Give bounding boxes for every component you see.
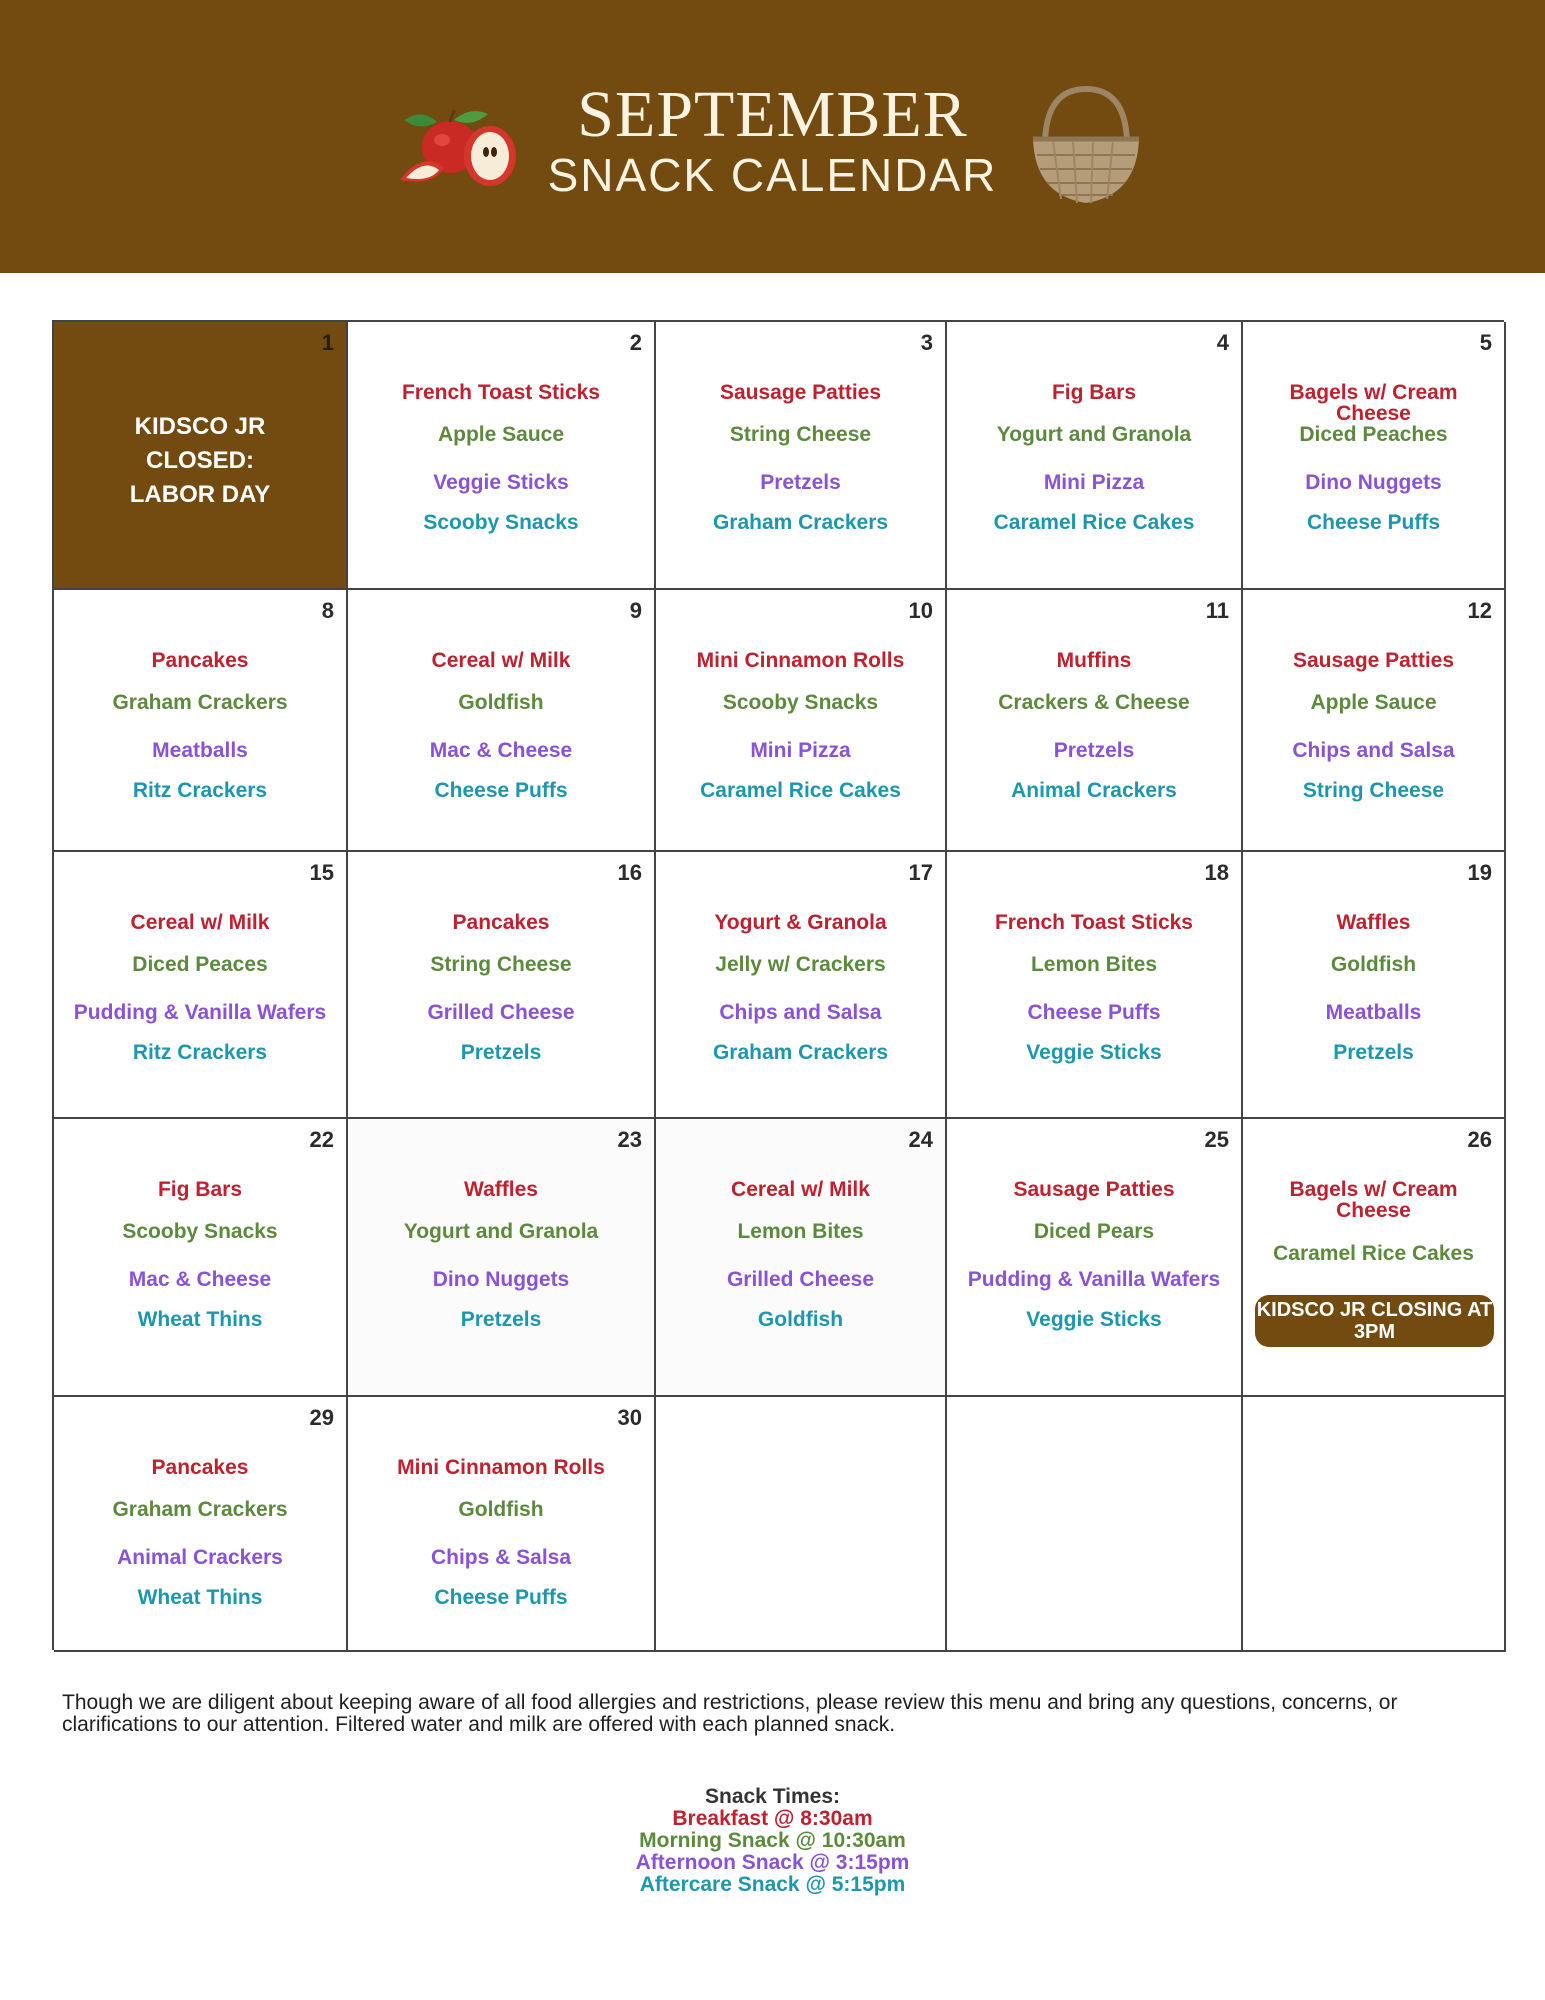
- snack-times-heading: Snack Times:: [704, 1785, 840, 1808]
- header-banner: [0, 0, 1545, 273]
- calendar-day-25: [947, 1119, 1243, 1397]
- calendar-day-4: [947, 322, 1243, 590]
- snack-item: Wheat Thins: [137, 1586, 263, 1609]
- day-number: 23: [617, 1127, 642, 1152]
- snack-item: Chips and Salsa: [719, 1001, 882, 1024]
- snack-calendar: [52, 320, 1504, 1650]
- aftercare-snack-time: Aftercare Snack @ 5:15pm: [639, 1873, 906, 1896]
- snack-item: Crackers & Cheese: [998, 691, 1190, 714]
- snack-item: Mac & Cheese: [429, 739, 573, 762]
- closure-line: KIDSCO JR: [134, 413, 266, 440]
- snack-item: Fig Bars: [157, 1178, 243, 1201]
- snack-item: Pretzels: [1053, 739, 1135, 762]
- snack-item: Chips & Salsa: [430, 1546, 572, 1569]
- snack-item: Caramel Rice Cakes: [993, 511, 1195, 534]
- basket-icon: [1027, 85, 1145, 207]
- snack-item: Veggie Sticks: [433, 471, 569, 494]
- snack-item: Sausage Patties: [1013, 1178, 1175, 1201]
- snack-item: Pretzels: [460, 1308, 542, 1331]
- snack-item: Yogurt and Granola: [403, 1220, 599, 1243]
- calendar-day-8: [54, 590, 348, 852]
- calendar-day-11: [947, 590, 1243, 852]
- day-number: 2: [629, 330, 642, 355]
- calendar-day-16: [348, 852, 656, 1119]
- snack-item: Diced Peaches: [1299, 423, 1448, 446]
- afternoon-snack-time: Afternoon Snack @ 3:15pm: [635, 1851, 910, 1874]
- snack-item: Cereal w/ Milk: [431, 649, 571, 672]
- snack-item: Caramel Rice Cakes: [700, 779, 901, 802]
- snack-item: Meatballs: [152, 739, 248, 762]
- snack-item: Sausage Patties: [1292, 649, 1455, 672]
- snack-item: Pretzels: [460, 1041, 542, 1064]
- snack-item: Ritz Crackers: [132, 779, 268, 802]
- day-number: 15: [309, 860, 334, 885]
- day-number: 10: [908, 598, 933, 623]
- snack-item: Graham Crackers: [712, 511, 889, 534]
- calendar-day-26: [1243, 1119, 1506, 1397]
- snack-item: French Toast Sticks: [994, 911, 1193, 934]
- calendar-day-2: [348, 322, 656, 590]
- day-number: 1: [321, 330, 334, 355]
- snack-item: Diced Peaces: [132, 953, 268, 976]
- snack-item: Meatballs: [1325, 1001, 1422, 1024]
- snack-item: Cheese Puffs: [434, 1586, 568, 1609]
- snack-item: Scooby Snacks: [122, 1220, 278, 1243]
- closure-line: LABOR DAY: [129, 481, 271, 508]
- snack-item: Waffles: [464, 1178, 538, 1201]
- snack-item: Caramel Rice Cakes: [1273, 1242, 1474, 1265]
- snack-item: Pancakes: [151, 649, 249, 672]
- calendar-day-17: [656, 852, 947, 1119]
- closure-line: CLOSED:: [146, 447, 254, 474]
- calendar-day-10: [656, 590, 947, 852]
- allergy-disclaimer: Though we are diligent about keeping aware of all food allergies and restrictions, please review this menu and bring any questions, concerns, or clarifications to our attention. Filtered water and milk are offered with each planned snack.: [62, 1691, 1398, 1736]
- snack-item: Goldfish: [757, 1308, 844, 1331]
- calendar-day-1: [54, 322, 348, 590]
- snack-item: Grilled Cheese: [427, 1001, 575, 1024]
- snack-item: Pretzels: [1333, 1041, 1414, 1064]
- snack-item: String Cheese: [430, 953, 572, 976]
- snack-item: Wheat Thins: [137, 1308, 263, 1331]
- calendar-day-12: [1243, 590, 1506, 852]
- day-number: 29: [309, 1405, 334, 1430]
- calendar-day-19: [1243, 852, 1506, 1119]
- day-number: 18: [1204, 860, 1229, 885]
- snack-item: Lemon Bites: [1030, 953, 1158, 976]
- snack-item: Jelly w/ Crackers: [715, 953, 886, 976]
- day-number: 12: [1467, 598, 1492, 623]
- snack-item: Veggie Sticks: [1026, 1041, 1162, 1064]
- snack-item: Diced Pears: [1033, 1220, 1155, 1243]
- snack-item: String Cheese: [729, 423, 872, 446]
- snack-item: Lemon Bites: [737, 1220, 864, 1243]
- snack-item: Yogurt and Granola: [996, 423, 1192, 446]
- calendar-day-24: [656, 1119, 947, 1397]
- day-number: 17: [908, 860, 933, 885]
- snack-item: Mini Cinnamon Rolls: [696, 649, 905, 672]
- snack-item: Cheese Puffs: [1306, 511, 1441, 534]
- snack-item: Pudding & Vanilla Wafers: [73, 1001, 327, 1024]
- snack-item: Graham Crackers: [112, 691, 288, 714]
- snack-item: Apple Sauce: [1310, 691, 1437, 714]
- day-number: 30: [617, 1405, 642, 1430]
- snack-item: Pudding & Vanilla Wafers: [967, 1268, 1221, 1291]
- snack-item: Grilled Cheese: [726, 1268, 875, 1291]
- snack-item: Ritz Crackers: [132, 1041, 268, 1064]
- snack-item: Mini Cinnamon Rolls: [397, 1456, 605, 1479]
- day-number: 22: [309, 1127, 334, 1152]
- snack-item: Goldfish: [458, 1498, 544, 1521]
- snack-times: [0, 1786, 1545, 1896]
- snack-item: Chips and Salsa: [1292, 739, 1455, 762]
- snack-item: Goldfish: [1330, 953, 1417, 976]
- calendar-day-23: [348, 1119, 656, 1397]
- day-number: 3: [920, 330, 933, 355]
- snack-item: Fig Bars: [1051, 381, 1137, 404]
- snack-item: Scooby Snacks: [722, 691, 879, 714]
- page-subtitle: SNACK CALENDAR: [547, 149, 998, 201]
- calendar-empty-cell: [947, 1397, 1243, 1652]
- snack-item: Goldfish: [458, 691, 544, 714]
- snack-item: Graham Crackers: [712, 1041, 889, 1064]
- day-number: 25: [1204, 1127, 1229, 1152]
- snack-item: Scooby Snacks: [423, 511, 579, 534]
- snack-item: Sausage Patties: [719, 381, 882, 404]
- snack-item: Dino Nuggets: [1305, 471, 1442, 494]
- snack-item: Animal Crackers: [1011, 779, 1177, 802]
- snack-item: Pancakes: [452, 911, 550, 934]
- day-number: 19: [1467, 860, 1492, 885]
- snack-item: Pretzels: [760, 471, 841, 494]
- breakfast-time: Breakfast @ 8:30am: [672, 1807, 873, 1830]
- calendar-day-30: [348, 1397, 656, 1652]
- closure-notice: [54, 410, 346, 512]
- day-number: 24: [908, 1127, 933, 1152]
- day-number: 16: [617, 860, 642, 885]
- snack-item: Cereal w/ Milk: [130, 911, 270, 934]
- snack-item: Cheese Puffs: [434, 779, 568, 802]
- calendar-empty-cell: [656, 1397, 947, 1652]
- snack-item: Veggie Sticks: [1026, 1308, 1162, 1331]
- calendar-day-15: [54, 852, 348, 1119]
- calendar-day-3: [656, 322, 947, 590]
- page-title: SEPTEMBER: [577, 78, 968, 151]
- day-number: 5: [1479, 330, 1492, 355]
- day-number: 9: [629, 598, 642, 623]
- snack-item: Apple Sauce: [437, 423, 565, 446]
- snack-item: Mac & Cheese: [128, 1268, 272, 1291]
- snack-item: String Cheese: [1302, 779, 1445, 802]
- calendar-day-29: [54, 1397, 348, 1652]
- snack-item: Yogurt & Granola: [714, 911, 887, 934]
- day-number: 8: [321, 598, 334, 623]
- day-number: 26: [1467, 1127, 1492, 1152]
- calendar-day-9: [348, 590, 656, 852]
- snack-item: Cheese Puffs: [1027, 1001, 1161, 1024]
- snack-item: Bagels w/ Cream Cheese: [1289, 1178, 1458, 1222]
- snack-item: Mini Pizza: [1043, 471, 1145, 494]
- snack-item: French Toast Sticks: [401, 381, 600, 404]
- snack-item: Animal Crackers: [117, 1546, 283, 1569]
- calendar-day-18: [947, 852, 1243, 1119]
- snack-item: Pancakes: [151, 1456, 249, 1479]
- early-closing-badge: KIDSCO JR CLOSING AT 3PM: [1255, 1295, 1494, 1347]
- snack-item: Bagels w/ Cream Cheese: [1289, 381, 1458, 425]
- snack-item: Graham Crackers: [112, 1498, 288, 1521]
- morning-snack-time: Morning Snack @ 10:30am: [639, 1829, 906, 1852]
- day-number: 11: [1205, 598, 1229, 623]
- snack-item: Cereal w/ Milk: [731, 1178, 870, 1201]
- snack-item: Muffins: [1056, 649, 1132, 672]
- snack-item: Dino Nuggets: [432, 1268, 570, 1291]
- calendar-day-5: [1243, 322, 1506, 590]
- day-number: 4: [1216, 330, 1229, 355]
- calendar-empty-cell: [1243, 1397, 1506, 1652]
- snack-item: Mini Pizza: [750, 739, 851, 762]
- calendar-day-22: [54, 1119, 348, 1397]
- snack-item: Waffles: [1336, 911, 1411, 934]
